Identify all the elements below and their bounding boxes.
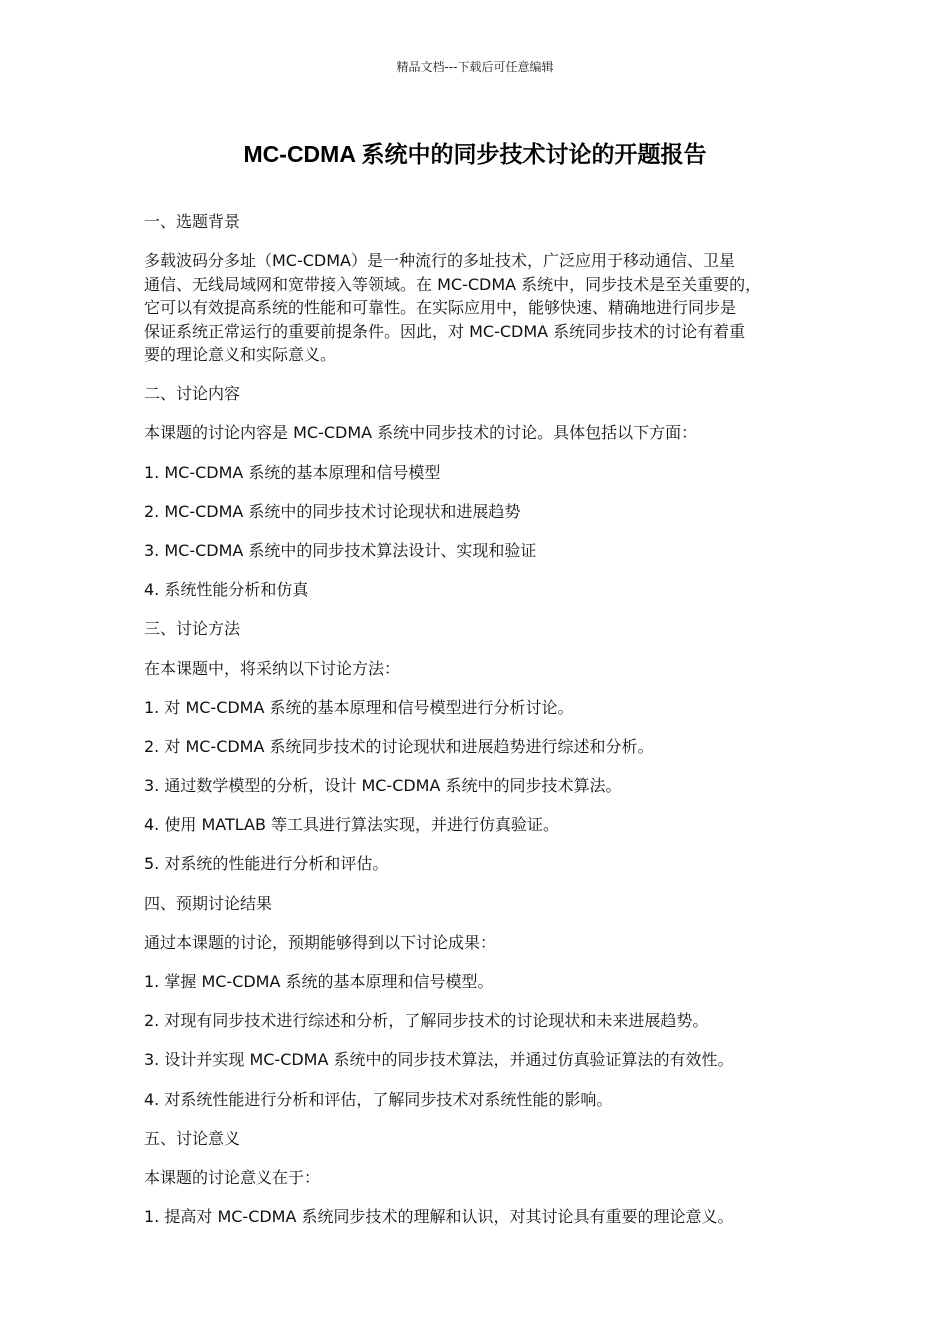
list-item: 3. 设计并实现 MC-CDMA 系统中的同步技术算法，并通过仿真验证算法的有效性。 bbox=[144, 1050, 734, 1070]
content-intro: 本课题的讨论内容是 MC-CDMA 系统中同步技术的讨论。具体包括以下方面： bbox=[144, 423, 698, 443]
results-intro: 通过本课题的讨论，预期能够得到以下讨论成果： bbox=[144, 932, 497, 952]
list-item: 4. 使用 MATLAB 等工具进行算法实现，并进行仿真验证。 bbox=[144, 815, 560, 835]
method-intro: 在本课题中，将采纳以下讨论方法： bbox=[144, 658, 401, 678]
list-item: 4. 对系统性能进行分析和评估，了解同步技术对系统性能的影响。 bbox=[144, 1089, 613, 1109]
header-note: 精品文档---下载后可任意编辑 bbox=[396, 60, 554, 74]
section-heading-content: 二、讨论内容 bbox=[144, 384, 241, 404]
list-item: 5. 对系统的性能进行分析和评估。 bbox=[144, 854, 389, 874]
list-item: 2. 对现有同步技术进行综述和分析，了解同步技术的讨论现状和未来进展趋势。 bbox=[144, 1011, 709, 1031]
list-item: 2. 对 MC-CDMA 系统同步技术的讨论现状和进展趋势进行综述和分析。 bbox=[144, 736, 654, 756]
list-item: 1. 掌握 MC-CDMA 系统的基本原理和信号模型。 bbox=[144, 972, 494, 991]
list-item: 2. MC-CDMA 系统中的同步技术讨论现状和进展趋势 bbox=[144, 501, 521, 521]
list-item: 3. 通过数学模型的分析，设计 MC-CDMA 系统中的同步技术算法。 bbox=[144, 776, 622, 796]
list-item: 1. 提高对 MC-CDMA 系统同步技术的理解和认识，对其讨论具有重要的理论意义。 bbox=[144, 1207, 734, 1227]
document-body bbox=[144, 210, 810, 1244]
list-item: 3. MC-CDMA 系统中的同步技术算法设计、实现和验证 bbox=[144, 540, 537, 560]
list-item: 4. 系统性能分析和仿真 bbox=[144, 580, 309, 600]
section-heading-results: 四、预期讨论结果 bbox=[144, 893, 273, 913]
significance-intro: 本课题的讨论意义在于： bbox=[144, 1167, 321, 1187]
section-heading-significance: 五、讨论意义 bbox=[144, 1128, 241, 1148]
list-item: 1. MC-CDMA 系统的基本原理和信号模型 bbox=[144, 462, 441, 482]
document-title: MC-CDMA 系统中的同步技术讨论的开题报告 bbox=[243, 141, 707, 167]
section-heading-background: 一、选题背景 bbox=[144, 212, 241, 231]
list-item: 1. 对 MC-CDMA 系统的基本原理和信号模型进行分析讨论。 bbox=[144, 697, 574, 717]
background-paragraph: 多载波码分多址（MC-CDMA）是一种流行的多址技术，广泛应用于移动通信、卫星 通信、无线局域网和宽带接入等领域。在 MC-CDMA 系统中，同步技术是至关重要的， 它可以有效提高系统的性能和可靠性。在实际应用中，能够快速、精确地进行同步是 保证系统正常运行的重要前提条件。因此，对 MC-CDMA 系统同步技术的讨论有着重 要的理论意义和实际意义。 bbox=[144, 251, 762, 365]
section-heading-method: 三、讨论方法 bbox=[144, 619, 241, 639]
